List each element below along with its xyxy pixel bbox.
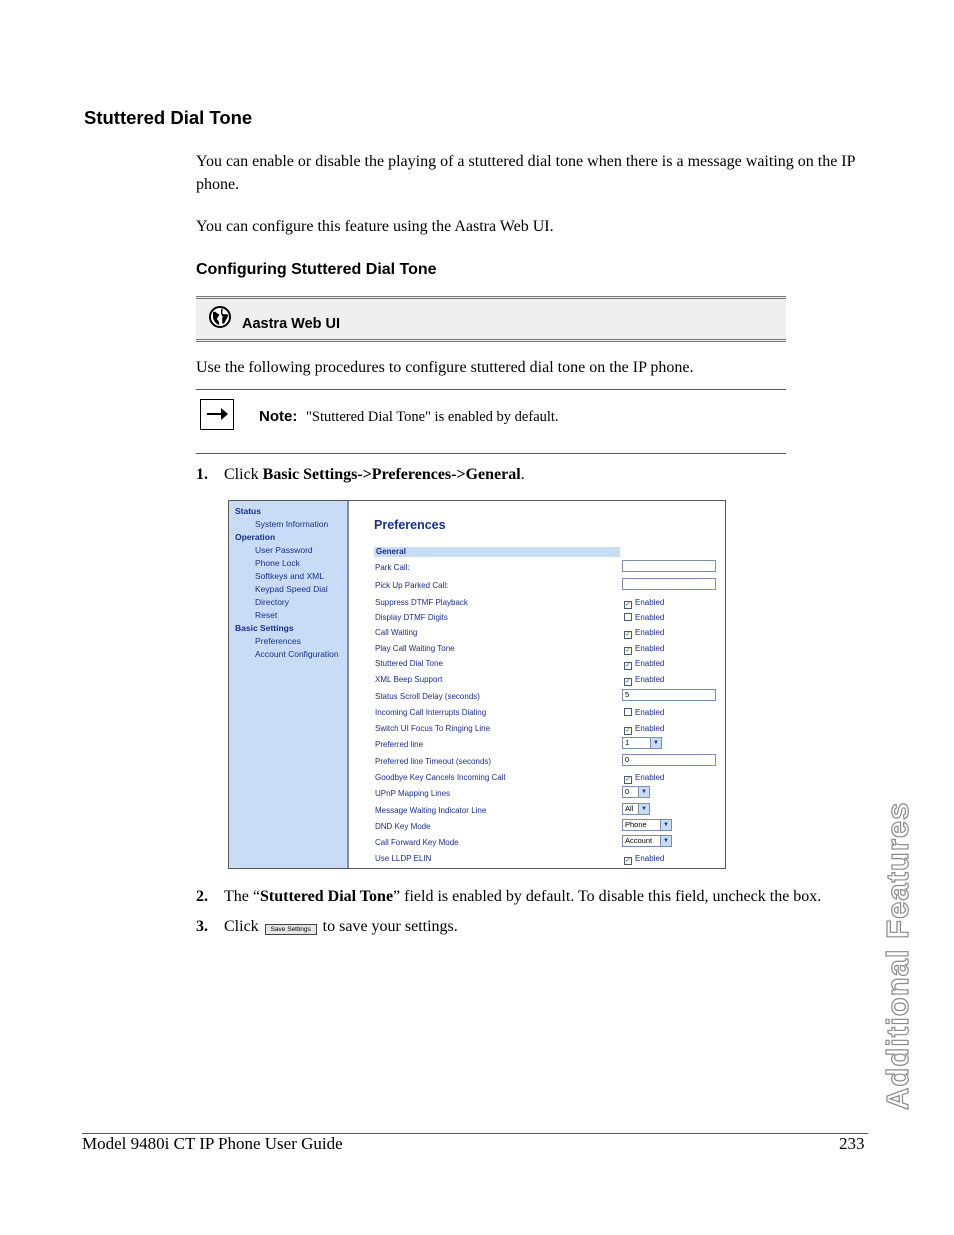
intro-paragraph: You can enable or disable the playing of a stuttered dial tone when there is a message waiting on the IP phone. xyxy=(196,153,855,193)
field-label: Suppress DTMF Playback xyxy=(375,598,468,607)
checkmark-icon[interactable]: ✓ xyxy=(625,857,631,864)
select-value: 1 xyxy=(625,738,630,747)
field-label: Stuttered Dial Tone xyxy=(375,659,443,668)
empty-checkbox-icon[interactable] xyxy=(624,613,632,621)
enabled-checkbox[interactable] xyxy=(624,854,664,865)
enabled-checkbox[interactable] xyxy=(624,628,664,639)
select-dropdown[interactable] xyxy=(622,819,672,831)
field-label: UPnP Mapping Lines xyxy=(375,789,451,798)
text-field[interactable] xyxy=(622,560,716,572)
step-number: 2. xyxy=(196,888,208,905)
webui-label: Aastra Web UI xyxy=(242,316,341,332)
field-label: Play Call Waiting Tone xyxy=(375,644,455,653)
checkbox-label: Enabled xyxy=(635,854,665,863)
checkmark-icon[interactable]: ✓ xyxy=(625,631,631,638)
footer-title: Model 9480i CT IP Phone User Guide xyxy=(82,1134,343,1153)
nav-item[interactable]: Operation xyxy=(235,532,276,542)
select-dropdown[interactable] xyxy=(622,803,650,815)
section-title: Stuttered Dial Tone xyxy=(84,107,253,128)
enabled-checkbox[interactable] xyxy=(624,659,664,670)
field-label: XML Beep Support xyxy=(375,675,443,684)
field-label: Incoming Call Interrupts Dialing xyxy=(375,708,487,717)
field-label: Preferred line xyxy=(375,740,424,749)
save-settings-button[interactable]: Save Settings xyxy=(265,924,317,935)
nav-item[interactable]: Reset xyxy=(255,610,278,620)
webui-paragraph: You can configure this feature using the Aastra Web UI. xyxy=(196,218,554,235)
chevron-down-icon[interactable]: ▼ xyxy=(638,804,649,814)
enabled-checkbox[interactable] xyxy=(624,773,664,784)
checkbox-label: Enabled xyxy=(635,773,665,782)
nav-item[interactable]: Directory xyxy=(255,597,290,607)
step-1-text: Click Basic Settings->Preferences->General. xyxy=(224,466,525,483)
checkbox-label: Enabled xyxy=(635,644,665,653)
checkmark-icon[interactable]: ✓ xyxy=(625,678,631,685)
chevron-down-icon[interactable]: ▼ xyxy=(660,836,671,846)
enabled-checkbox[interactable] xyxy=(624,675,664,686)
field-label: Display DTMF Digits xyxy=(375,613,448,622)
nav-item[interactable]: User Password xyxy=(255,545,313,555)
chevron-down-icon[interactable]: ▼ xyxy=(660,820,671,830)
select-value: Account xyxy=(625,836,653,845)
field-label: Pick Up Parked Call: xyxy=(375,581,449,590)
checkbox-label: Enabled xyxy=(635,659,665,668)
page-number: 233 xyxy=(839,1134,865,1153)
nav-item[interactable]: Softkeys and XML xyxy=(255,571,324,581)
step-2-text: The “Stuttered Dial Tone” field is enabled by default. To disable this field, uncheck the box. xyxy=(224,888,822,905)
checkbox-label: Enabled xyxy=(635,613,665,622)
field-label: Status Scroll Delay (seconds) xyxy=(375,692,480,701)
nav-item[interactable]: Basic Settings xyxy=(235,623,294,633)
checkbox-label: Enabled xyxy=(635,628,665,637)
nav-sidebar xyxy=(229,501,349,868)
field-label: Park Call: xyxy=(375,563,410,572)
empty-checkbox-icon[interactable] xyxy=(624,708,632,716)
chevron-down-icon[interactable]: ▼ xyxy=(650,738,661,748)
nav-item[interactable]: Status xyxy=(235,506,261,516)
note-label: Note: xyxy=(259,408,298,425)
nav-item[interactable]: Preferences xyxy=(255,636,301,646)
globe-icon xyxy=(208,305,232,329)
select-value: All xyxy=(625,804,634,813)
enabled-checkbox[interactable] xyxy=(624,644,664,655)
enabled-checkbox[interactable] xyxy=(624,724,664,735)
checkmark-icon[interactable]: ✓ xyxy=(625,727,631,734)
enabled-checkbox[interactable] xyxy=(624,708,664,717)
field-label: Use LLDP ELIN xyxy=(375,854,432,863)
field-label: Call Waiting xyxy=(375,628,418,637)
field-label: Switch UI Focus To Ringing Line xyxy=(375,724,491,733)
step-number: 1. xyxy=(196,466,208,483)
field-label: Preferred line Timeout (seconds) xyxy=(375,757,492,766)
subsection-title: Configuring Stuttered Dial Tone xyxy=(196,261,437,278)
nav-item[interactable]: Keypad Speed Dial xyxy=(255,584,328,594)
checkbox-label: Enabled xyxy=(635,598,665,607)
nav-item[interactable]: Account Configuration xyxy=(255,649,339,659)
text-field[interactable]: 0 xyxy=(622,754,716,766)
checkmark-icon[interactable]: ✓ xyxy=(625,647,631,654)
step-3-text: Click Save Settings to save your settings. xyxy=(224,918,458,935)
select-dropdown[interactable] xyxy=(622,835,672,847)
checkmark-icon[interactable]: ✓ xyxy=(625,601,631,608)
field-label: Goodbye Key Cancels Incoming Call xyxy=(375,773,506,782)
note-text: "Stuttered Dial Tone" is enabled by default. xyxy=(306,409,559,425)
checkbox-label: Enabled xyxy=(635,675,665,684)
checkmark-icon[interactable]: ✓ xyxy=(625,776,631,783)
side-chapter-tab: Additional Features xyxy=(880,801,915,1110)
field-label: Call Forward Key Mode xyxy=(375,838,459,847)
preferences-screenshot xyxy=(228,500,726,869)
nav-item[interactable]: Phone Lock xyxy=(255,558,300,568)
procedure-intro: Use the following procedures to configure stuttered dial tone on the IP phone. xyxy=(196,359,694,376)
step-number: 3. xyxy=(196,918,208,935)
select-value: 0 xyxy=(625,787,630,796)
checkbox-label: Enabled xyxy=(635,724,665,733)
text-field[interactable]: 5 xyxy=(622,689,716,701)
checkbox-label: Enabled xyxy=(635,708,665,717)
enabled-checkbox[interactable] xyxy=(624,613,664,622)
field-label: DND Key Mode xyxy=(375,822,431,831)
select-dropdown[interactable] xyxy=(622,786,650,798)
preferences-title: Preferences xyxy=(374,518,446,532)
note-arrow-icon xyxy=(200,399,234,430)
chevron-down-icon[interactable]: ▼ xyxy=(638,787,649,797)
select-value: Phone xyxy=(625,820,647,829)
enabled-checkbox[interactable] xyxy=(624,598,664,609)
text-field[interactable] xyxy=(622,578,716,590)
select-dropdown[interactable] xyxy=(622,737,662,749)
field-label: Message Waiting Indicator Line xyxy=(375,806,487,815)
checkmark-icon[interactable]: ✓ xyxy=(625,662,631,669)
general-section-bar: General xyxy=(374,547,620,557)
nav-item[interactable]: System Information xyxy=(255,519,329,529)
note-bottom-rule xyxy=(196,453,786,454)
note-top-rule xyxy=(196,389,786,390)
